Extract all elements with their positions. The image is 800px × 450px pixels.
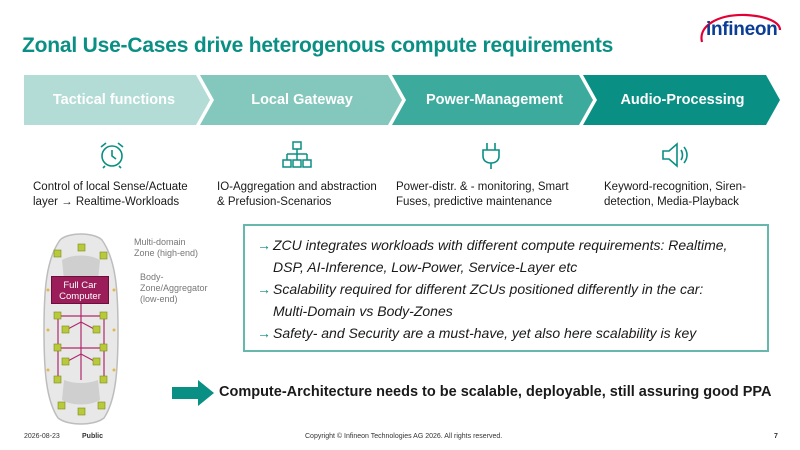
body-zone-label <box>140 272 208 305</box>
multi-domain-zone-label <box>134 237 198 259</box>
footer-copyright: Copyright © Infineon Technologies AG 2026. All rights reserved. <box>305 433 503 440</box>
car-label-line: Multi-domain <box>134 237 186 247</box>
desc-line: Fuses, predictive maintenance <box>396 196 552 208</box>
bullet-point <box>257 234 757 256</box>
chevron-label-audio: Audio-Processing <box>620 92 745 108</box>
bullet-point <box>257 278 757 300</box>
footer-classification: Public <box>82 433 104 440</box>
conclusion-statement: Compute-Architecture needs to be scalable, deployable, still assuring good PPA <box>219 384 772 400</box>
bullet-text: Multi-Domain vs Body-Zones <box>273 303 453 319</box>
desc-line: & Prefusion-Scenarios <box>217 196 332 208</box>
arrow-right-icon: → <box>257 281 271 297</box>
use-case-desc-audio <box>604 180 774 210</box>
arrow-right-icon: → <box>257 325 271 341</box>
use-case-desc-gateway <box>217 180 397 210</box>
bullet-indent <box>257 300 273 322</box>
arrow-right-icon: → <box>257 237 271 253</box>
bullet-indent <box>257 256 273 278</box>
desc-line: Keyword-recognition, Siren- <box>604 181 746 193</box>
speaker-icon <box>660 140 690 170</box>
desc-line: detection, Media-Playback <box>604 196 739 208</box>
use-case-desc-power <box>396 180 586 210</box>
logo-wordmark: infineon <box>706 19 778 40</box>
chevron-label-gateway: Local Gateway <box>251 92 353 108</box>
footer-page-number: 7 <box>774 433 778 440</box>
bullet-text: DSP, AI-Inference, Low-Power, Service-Layer etc <box>273 259 578 275</box>
alarm-clock-icon <box>97 140 127 170</box>
use-case-chevron-bar <box>24 75 780 125</box>
full-car-computer-chip <box>51 276 109 304</box>
chevron-label-tactical: Tactical functions <box>52 92 176 108</box>
desc-line: Control of local Sense/Actuate <box>33 181 188 193</box>
bullet-continuation <box>257 300 757 322</box>
desc-line: IO-Aggregation and abstraction <box>217 181 377 193</box>
car-label-line: Zone (high-end) <box>134 248 199 258</box>
desc-line: Power-distr. & - monitoring, Smart <box>396 181 569 193</box>
use-case-desc-tactical <box>33 180 213 210</box>
car-label-line: Zone/Aggregator <box>140 283 208 293</box>
bullet-text: ZCU integrates workloads with different compute requirements: Realtime, <box>273 237 728 253</box>
infineon-logo <box>696 12 782 52</box>
network-hierarchy-icon <box>282 140 312 170</box>
car-topology-illustration <box>38 230 124 426</box>
bullet-continuation <box>257 256 757 278</box>
key-points-box <box>243 224 769 352</box>
car-label-line: (low-end) <box>140 294 178 304</box>
slide-title: Zonal Use-Cases drive heterogenous compute requirements <box>22 34 614 57</box>
conclusion-arrow-icon <box>172 380 214 406</box>
chip-label: Full Car <box>63 280 97 291</box>
footer-date: 2026-08-23 <box>24 433 60 440</box>
bullet-text: Safety- and Security are a must-have, yet also here scalability is key <box>273 325 697 341</box>
power-plug-icon <box>476 140 506 170</box>
bullet-point <box>257 322 757 344</box>
chevron-label-power: Power-Management <box>426 92 563 108</box>
bullet-text: Scalability required for different ZCUs positioned differently in the car: <box>273 281 704 297</box>
desc-line: layer → Realtime-Workloads <box>33 196 180 208</box>
chip-label: Computer <box>59 291 101 302</box>
car-label-line: Body- <box>140 272 164 282</box>
